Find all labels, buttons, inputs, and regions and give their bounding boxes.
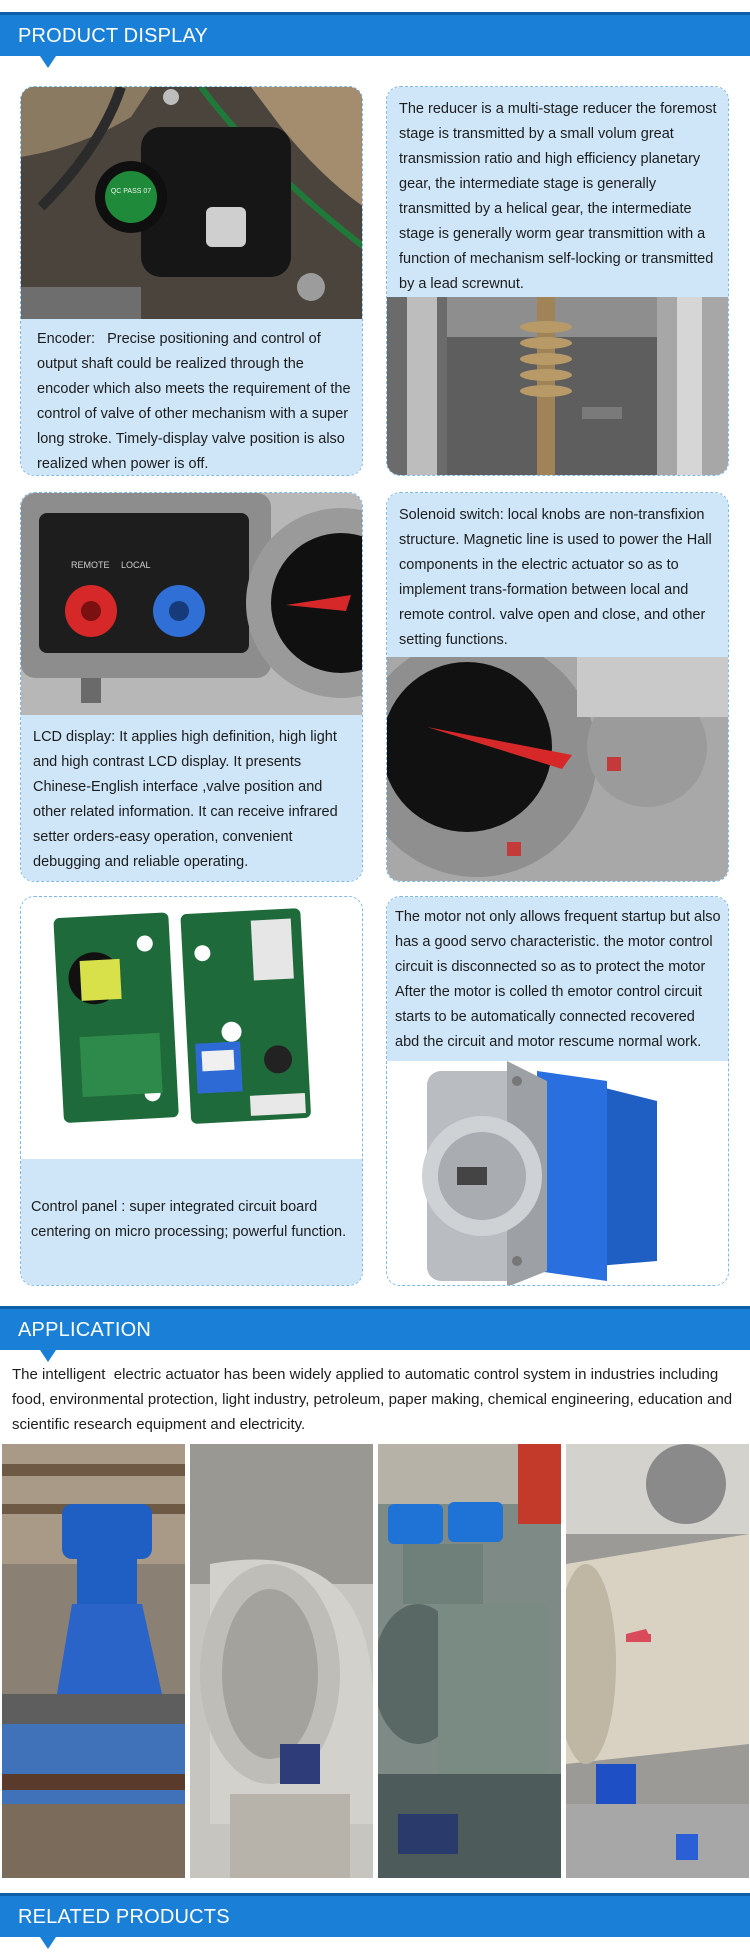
lcd-card [20, 492, 363, 882]
qc-badge-text: QC PASS 07 [110, 188, 152, 195]
reducer-description: The reducer is a multi-stage reducer the foremost stage is transmitted by a small volum great transmission ratio and high efficiency planetary gear, the intermediate stage is generally transmitted by a helical gear, the intermediate stage is generally worm gear transmittion with a function of mechanism self-locking or transmitted by a lead screwnut. [387, 87, 728, 297]
product-display-title: PRODUCT DISPLAY [18, 25, 209, 47]
application-title: APPLICATION [18, 1319, 151, 1341]
header-pointer [40, 1937, 56, 1949]
motor-card [386, 896, 729, 1286]
lcd-photo [21, 493, 362, 715]
lcd-description: LCD display: It applies high definition, high light and high contrast LCD display. It presents Chinese-English interface ,valve position and other related information. It can receive infrared setter orders-easy operation, convenient debugging and reliable operating. [21, 715, 362, 882]
encoder-description: Encoder: Precise positioning and control of output shaft could be realized through the encoder which also meets the requirement of the control of valve of other mechanism with a super long stroke. Timely-display valve position is also realized when power is off. [21, 319, 362, 475]
local-label: LOCAL [121, 560, 151, 570]
encoder-photo [21, 87, 362, 319]
control-panel-card [20, 896, 363, 1286]
solenoid-description: Solenoid switch: local knobs are non-transfixion structure. Magnetic line is used to power the Hall components in the electric actuator so as to implement trans-formation between local and remote control. valve open and close, and other setting functions. [387, 493, 728, 657]
header-pointer [40, 56, 56, 68]
solenoid-card [386, 492, 729, 882]
reducer-photo [387, 297, 728, 476]
application-photo-2 [190, 1444, 373, 1878]
application-text: The intelligent electric actuator has been widely applied to automatic control system in industries including food, environmental protection, light industry, petroleum, paper making, chemical engineering, education and scientific research equipment and electricity. [12, 1366, 733, 1433]
motor-photo [387, 1061, 728, 1286]
product-display-header [0, 12, 750, 56]
remote-label: REMOTE [71, 560, 110, 570]
solenoid-photo [387, 657, 728, 882]
motor-description: The motor not only allows frequent startup but also has a good servo characteristic. the motor control circuit is disconnected so as to protect the motor After the motor is colled th emotor control circuit starts to be automatically connected recovered abd the circuit and motor rescume normal work. [387, 897, 728, 1061]
reducer-card [386, 86, 729, 476]
application-header [0, 1306, 750, 1350]
application-photo-4 [566, 1444, 749, 1878]
control-panel-photo [21, 897, 362, 1159]
encoder-card [20, 86, 363, 476]
application-photo-3 [378, 1444, 561, 1878]
control-panel-description: Control panel : super integrated circuit board centering on micro processing; powerful function. [21, 1159, 362, 1286]
header-pointer [40, 1350, 56, 1362]
related-products-title: RELATED PRODUCTS [18, 1906, 230, 1928]
application-photo-1 [2, 1444, 185, 1878]
related-products-header [0, 1893, 750, 1937]
